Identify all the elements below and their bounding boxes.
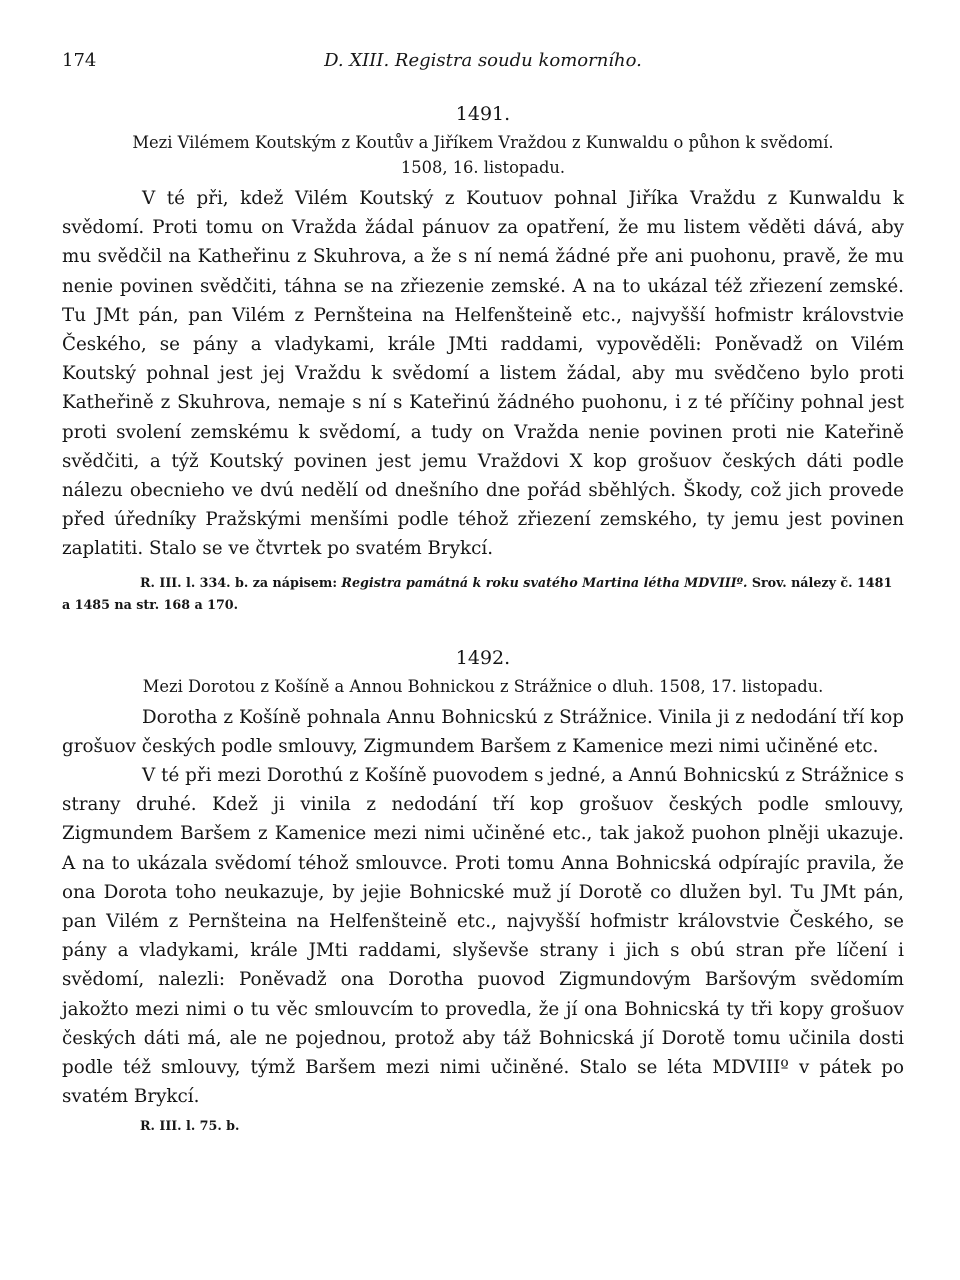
entry-number: 1491. xyxy=(455,103,511,125)
source-suffix: Srov. nálezy č. 1481 a 1485 na str. 168 a 170. xyxy=(62,574,893,612)
source-prefix: R. III. l. 334. b. za nápisem: xyxy=(140,574,342,590)
source-note: R. III. l. 75. b. xyxy=(140,1118,240,1134)
entry-paragraph: V té při, kdež Vilém Koutský z Koutuov pohnal Jiříka Vraždu z Kunwaldu k svědomí. Proti tomu on Vražda žádal pánuov za opatření, že mu listem věděti dává, aby mu svědčil na Katheřinu z Skuhrova, a že s ní nemá žádné pře ani puohonu, pravě, že mu nenie povinen svědčiti, táhna se na zřiezenie zemské. A na to ukázal též zřiezení zemské. Tu JMt pán, pan Vilém z Pernšteina na Helfenšteině etc., najvyšší hofmistr královstvie Českého, se pány a vladykami, krále JMti raddami, vypověděli: Poněvadž on Vilém Koutský pohnal jest jej Vraždu k svědomí a listem žádal, aby mu svědčeno bylo proti Katheřině z Skuhrova, nemaje s ní s Kateřinú žádného puohonu, i z té příčiny pohnal jest proti svolení zemskému k svědomí, a tudy on Vražda nenie povinen proti nie Kateřině svědčiti, a týž Koutský povinen jest jemu Vraždovi X kop grošuov českých dáti podle nálezu obecnieho ve dvú nedělí od dnešního dne pořád sběhlých. Škody, což jich provede před úředníky Pražskými menšími podle téhož zřiezení zemského, ty jemu jest povinen zaplatiti. Stalo se ve čtvrtek po svatém Brykcí. xyxy=(62,188,904,560)
entry-date: 1508, 16. listopadu. xyxy=(400,158,566,177)
entry-paragraph: Dorotha z Košíně pohnala Annu Bohnicskú z Strážnice. Vinila ji z nedodání tří kop grošuov českých podle smlouvy, Zigmundem Baršem z Kamenice mezi nimi učiněné etc. xyxy=(62,706,904,757)
entry-paragraph: V té při mezi Dorothú z Košíně puovodem s jedné, a Annú Bohnicskú z Strážnice s strany druhé. Kdež ji vinila z nedodání tří kop grošuov českých podle smlouvy, Zigmundem Baršem z Kamenice mezi nimi učiněné etc., tak jakož puohon plněji ukazuje. A na to ukázala svědomí téhož smlouvce. Proti tomu Anna Bohnicská odpírajíc pravila, že ona Dorota toho neukazuje, by jejie Bohnicské muž jí Dorotě co dlužen byl. Tu JMt pán, pan Vilém z Pernšteina na Helfenšteině etc., najvyšší hofmistr královstvie Českého, se pány a vladykami, krále JMti raddami, slyševše strany i jich s obú stran pře líčení i svědomí, nalezli: Poněvadž ona Dorotha puovod Zigmundovým Baršovým svědomím jakožto mezi nimi o tu věc smlouvcím to provedla, že jí ona Bohnicská ty tři kopy grošuov českých dáti má, ale ne pojednou, protož aby táž Bohnicská jí Dorotě tomu učinila dosti podle též smlouvy, týmž Baršem mezi nimi učiněné. Stalo se léta MDVIIIº v pátek po svatém Brykcí. xyxy=(62,765,904,1108)
running-title: D. XIII. Registra soudu komorního. xyxy=(324,50,642,71)
entry-1492 xyxy=(62,642,904,1138)
page-number: 174 xyxy=(62,50,97,71)
entry-summary: Mezi Dorotou z Košíně a Annou Bohnickou z Strážnice o dluh. 1508, 17. listopadu. xyxy=(142,676,824,696)
entry-1491 xyxy=(62,98,904,616)
entry-number: 1492. xyxy=(455,646,511,669)
source-note xyxy=(62,572,904,616)
document-page xyxy=(62,44,904,1137)
page-header xyxy=(62,44,904,84)
entry-summary: Mezi Vilémem Koutským z Koutův a Jiříkem Vraždou z Kunwaldu o půhon k svědomí. xyxy=(132,133,834,152)
source-italic: Registra památná k roku svatého Martina létha MDVIIIº. xyxy=(341,574,748,590)
